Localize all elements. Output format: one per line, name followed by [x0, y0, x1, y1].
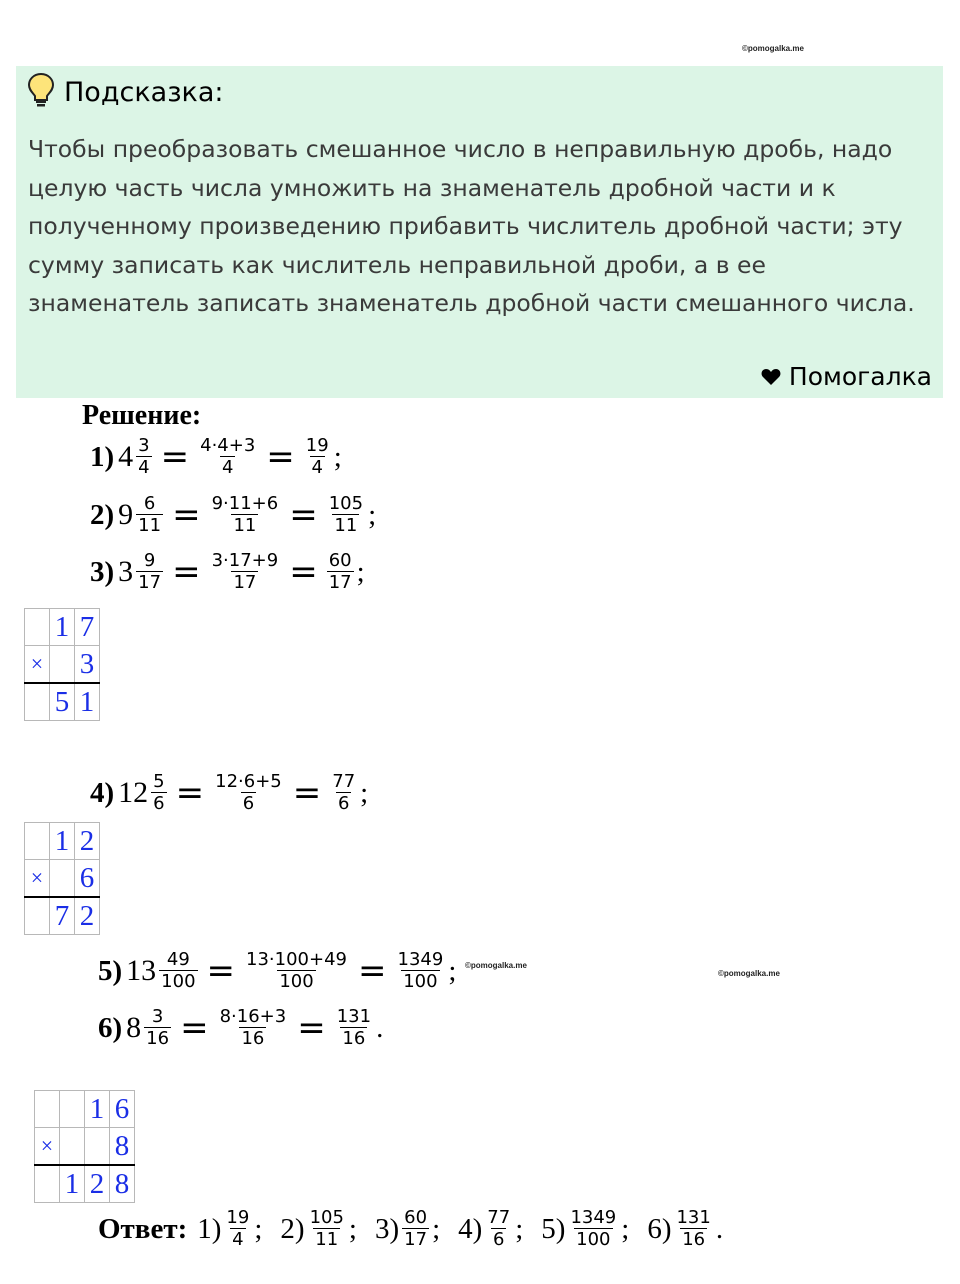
denominator: 6: [242, 793, 255, 814]
answer-item: [375, 1208, 440, 1250]
denominator: 16: [241, 1028, 265, 1049]
denominator: 11: [315, 1229, 339, 1250]
numerator: 1349: [570, 1207, 617, 1228]
numerator: 1349: [397, 949, 444, 970]
solution-title: Решение:: [82, 400, 202, 431]
numerator: 19: [305, 435, 329, 456]
whole-part: 4: [118, 440, 134, 473]
numerator: 60: [404, 1207, 428, 1228]
answer-sep: ;: [432, 1212, 441, 1245]
digit-cell: 7: [50, 897, 75, 935]
hint-text: Чтобы преобразовать смешанное число в неправильную дробь, надо целую часть числа умножить на знаменатель дробной части и к полученному произведению прибавить числитель дробной части; эту сумму записать как числитель неправильной дроби, а в ее знаменатель записать знаменатель дробной части смешанного числа.: [28, 135, 915, 317]
denominator: 100: [161, 971, 196, 992]
fraction: [151, 772, 166, 814]
numerator: 3·17+9: [211, 550, 279, 571]
grid-cell: [35, 1165, 60, 1203]
digit-cell: [50, 646, 75, 684]
denominator: 17: [138, 572, 162, 593]
denominator: 6: [493, 1229, 505, 1250]
fraction: [568, 1208, 618, 1250]
denominator: 11: [233, 515, 257, 536]
digit-cell: 1: [50, 823, 75, 860]
equals-sign: =: [292, 773, 322, 813]
numerator: 8·16+3: [219, 1006, 287, 1027]
multiply-sign: ×: [25, 646, 50, 684]
denominator: 11: [334, 515, 358, 536]
multiplication-column: [24, 608, 100, 721]
whole-part: 8: [126, 1011, 142, 1044]
digit-cell: [60, 1091, 85, 1128]
denominator: 16: [682, 1229, 706, 1250]
digit-cell: 5: [50, 683, 75, 721]
denominator: 17: [404, 1229, 428, 1250]
digit-cell: [50, 860, 75, 898]
equals-sign: =: [175, 773, 205, 813]
numerator: 6: [143, 493, 156, 514]
digit-cell: 2: [85, 1165, 110, 1203]
answer-item: [458, 1208, 523, 1250]
item-number: 6): [98, 1011, 123, 1044]
fraction: [210, 551, 281, 593]
equals-sign: =: [172, 495, 201, 535]
denominator: 100: [279, 971, 314, 992]
fraction: [244, 950, 349, 992]
fraction: [308, 1208, 346, 1250]
solution-line: [90, 551, 365, 593]
grid-cell: [25, 823, 50, 860]
denominator: 6: [337, 793, 350, 814]
multiplication-column: [34, 1090, 135, 1203]
equals-sign: =: [266, 437, 295, 477]
grid-cell: [25, 897, 50, 935]
equals-sign: =: [289, 552, 318, 592]
digit-cell: [85, 1128, 110, 1166]
numerator: 105: [309, 1207, 344, 1228]
answer-number: 6): [647, 1212, 672, 1245]
fraction: [159, 950, 197, 992]
numerator: 13·100+49: [246, 949, 347, 970]
numerator: 77: [332, 771, 356, 792]
answer-item: [197, 1208, 262, 1250]
line-end: ;: [356, 555, 365, 588]
denominator: 4: [138, 457, 150, 478]
multiplication-column: [24, 822, 100, 935]
whole-part: 9: [118, 498, 134, 531]
equals-sign: =: [160, 437, 190, 477]
digit-cell: 8: [110, 1165, 135, 1203]
digit-cell: 2: [75, 823, 100, 860]
solution-line: [90, 494, 376, 536]
fraction: [330, 772, 357, 814]
numerator: 49: [166, 949, 190, 970]
grid-cell: [35, 1091, 60, 1128]
line-end: .: [376, 1011, 384, 1044]
whole-part: 3: [118, 555, 134, 588]
watermark: ©pomogalka.me: [718, 969, 780, 978]
solution-line: [98, 1007, 383, 1049]
digit-cell: 3: [75, 646, 100, 684]
fraction: [210, 494, 281, 536]
brand: [761, 362, 932, 391]
answer-number: 5): [541, 1212, 566, 1245]
fraction: [327, 551, 354, 593]
digit-cell: 6: [110, 1091, 135, 1128]
solution-line: [90, 772, 368, 814]
hint-header: [26, 72, 224, 113]
digit-cell: 6: [75, 860, 100, 898]
denominator: 16: [342, 1028, 366, 1049]
equals-sign: =: [289, 495, 318, 535]
fraction: [674, 1208, 712, 1250]
numerator: 105: [328, 493, 364, 514]
fraction: [136, 551, 163, 593]
numerator: 3: [138, 435, 150, 456]
fraction: [198, 436, 257, 478]
watermark: ©pomogalka.me: [742, 44, 804, 53]
lightbulb-icon: [26, 72, 56, 113]
item-number: 1): [90, 440, 115, 473]
denominator: 16: [146, 1028, 170, 1049]
fraction: [396, 950, 446, 992]
numerator: 77: [487, 1207, 511, 1228]
line-end: ;: [333, 440, 342, 473]
equals-sign: =: [297, 1008, 326, 1048]
answer-number: 1): [197, 1212, 222, 1245]
answer-item: [647, 1208, 723, 1250]
denominator: 4: [221, 457, 234, 478]
denominator: 11: [138, 515, 162, 536]
digit-cell: 1: [75, 683, 100, 721]
line-end: ;: [448, 954, 457, 987]
denominator: 6: [153, 793, 165, 814]
answer-label: Ответ:: [98, 1212, 188, 1245]
denominator: 17: [328, 572, 352, 593]
numerator: 9: [143, 550, 156, 571]
grid-cell: [25, 609, 50, 646]
heart-icon: [761, 368, 781, 386]
item-number: 3): [90, 555, 115, 588]
brand-label: Помогалка: [788, 362, 932, 391]
fraction: [144, 1007, 171, 1049]
denominator: 4: [232, 1229, 244, 1250]
denominator: 4: [311, 457, 323, 478]
answer: [98, 1208, 741, 1250]
line-end: ;: [360, 776, 369, 809]
equals-sign: =: [180, 1008, 209, 1048]
denominator: 100: [576, 1229, 611, 1250]
answer-number: 3): [374, 1212, 400, 1245]
watermark: ©pomogalka.me: [465, 961, 527, 970]
fraction: [224, 1208, 251, 1250]
hint-title: Подсказка:: [64, 77, 224, 108]
fraction: [304, 436, 331, 478]
digit-cell: 7: [75, 609, 100, 646]
answer-items: [197, 1208, 741, 1250]
equals-sign: =: [172, 552, 201, 592]
digit-cell: [60, 1128, 85, 1166]
digit-cell: 8: [110, 1128, 135, 1166]
item-number: 2): [90, 498, 115, 531]
equals-sign: =: [206, 951, 236, 991]
solution-line: [90, 436, 342, 478]
whole-part: 12: [118, 776, 149, 809]
answer-sep: ;: [254, 1212, 263, 1245]
answer-sep: .: [715, 1212, 724, 1245]
line-end: ;: [368, 498, 377, 531]
numerator: 9·11+6: [211, 493, 279, 514]
answer-sep: ;: [621, 1212, 630, 1245]
grid-cell: [25, 683, 50, 721]
answer-sep: ;: [515, 1212, 524, 1245]
fraction: [213, 772, 284, 814]
numerator: 60: [328, 550, 352, 571]
fraction: [218, 1007, 289, 1049]
numerator: 4·4+3: [200, 435, 256, 456]
answer-item: [541, 1208, 629, 1250]
numerator: 19: [226, 1207, 250, 1228]
whole-part: 13: [126, 954, 157, 987]
numerator: 3: [151, 1006, 164, 1027]
numerator: 5: [153, 771, 165, 792]
denominator: 100: [403, 971, 438, 992]
fraction: [402, 1208, 429, 1250]
fraction: [136, 436, 151, 478]
answer-item: [280, 1208, 357, 1250]
item-number: 5): [98, 954, 123, 987]
digit-cell: 2: [75, 897, 100, 935]
numerator: 131: [676, 1207, 711, 1228]
multiply-sign: ×: [25, 860, 50, 898]
answer-sep: ;: [348, 1212, 357, 1245]
multiply-sign: ×: [35, 1128, 60, 1166]
denominator: 17: [233, 572, 257, 593]
fraction: [327, 494, 365, 536]
item-number: 4): [90, 776, 115, 809]
numerator: 12·6+5: [215, 771, 282, 792]
fraction: [335, 1007, 373, 1049]
solution-line: [98, 950, 456, 992]
digit-cell: 1: [60, 1165, 85, 1203]
equals-sign: =: [358, 951, 387, 991]
numerator: 131: [336, 1006, 372, 1027]
digit-cell: 1: [50, 609, 75, 646]
digit-cell: 1: [85, 1091, 110, 1128]
answer-number: 2): [280, 1212, 305, 1245]
answer-number: 4): [458, 1212, 483, 1245]
fraction: [485, 1208, 512, 1250]
fraction: [136, 494, 163, 536]
